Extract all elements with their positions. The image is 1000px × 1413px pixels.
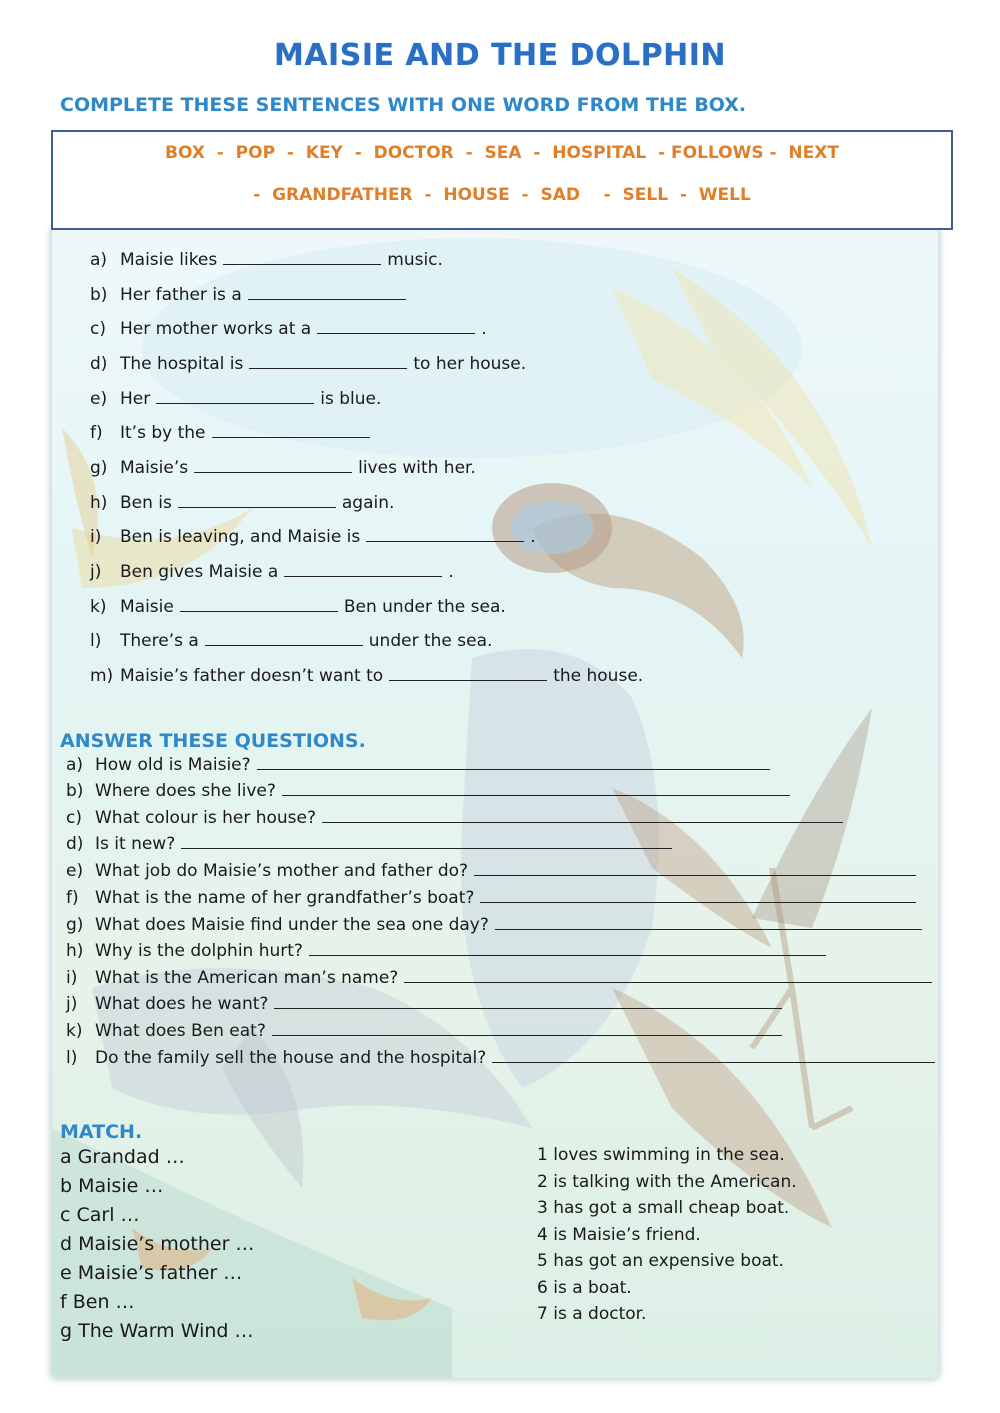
- answer-line[interactable]: [480, 901, 916, 903]
- question-row: [66, 1048, 935, 1068]
- sentence-text-before: Her: [120, 389, 151, 409]
- answer-line[interactable]: [257, 768, 770, 770]
- sentence-text-after: the house.: [553, 666, 644, 686]
- question-letter: h): [66, 941, 84, 961]
- sentence-text-before: Maisie likes: [120, 250, 218, 270]
- sentence-row: [90, 354, 526, 374]
- question-text: What is the name of her grandfather’s boat?: [95, 888, 475, 908]
- answer-blank[interactable]: [223, 263, 381, 265]
- question-letter: a): [66, 755, 84, 775]
- question-text: What does he want?: [95, 994, 269, 1014]
- match-right-item: 1 loves swimming in the sea.: [537, 1145, 785, 1165]
- match-left-item: a Grandad …: [60, 1146, 185, 1168]
- question-row: [66, 994, 782, 1014]
- question-text: What is the American man’s name?: [95, 968, 399, 988]
- sentence-text-before: Ben is leaving, and Maisie is: [120, 527, 361, 547]
- sentence-letter: j): [90, 562, 102, 582]
- match-heading: MATCH.: [60, 1121, 143, 1143]
- answer-blank[interactable]: [317, 332, 475, 334]
- sentence-row: [90, 250, 443, 270]
- question-text: What colour is her house?: [95, 808, 317, 828]
- answer-line[interactable]: [282, 794, 790, 796]
- sentence-text-before: Her father is a: [120, 285, 242, 305]
- sentence-text-after: again.: [341, 493, 395, 513]
- sentence-letter: l): [90, 631, 102, 651]
- sentence-text-before: Her mother works at a: [120, 319, 312, 339]
- answer-line[interactable]: [492, 1061, 935, 1063]
- answer-blank[interactable]: [284, 575, 442, 577]
- word-box-row-2: - GRANDFATHER - HOUSE - SAD - SELL - WELL: [253, 185, 751, 205]
- match-right-item: 4 is Maisie’s friend.: [537, 1225, 701, 1245]
- question-row: [66, 888, 916, 908]
- sentence-row: [90, 423, 376, 443]
- sentence-letter: e): [90, 389, 108, 409]
- sentence-text-after: lives with her.: [358, 458, 476, 478]
- sentence-letter: f): [90, 423, 103, 443]
- sentence-text-after: .: [530, 527, 536, 547]
- sentence-row: [90, 597, 506, 617]
- questions-heading: ANSWER THESE QUESTIONS.: [60, 730, 366, 752]
- question-letter: c): [66, 808, 82, 828]
- question-letter: i): [66, 968, 78, 988]
- sentence-text-after: under the sea.: [368, 631, 493, 651]
- answer-blank[interactable]: [156, 402, 314, 404]
- question-letter: e): [66, 861, 84, 881]
- match-right-item: 5 has got an expensive boat.: [537, 1251, 784, 1271]
- question-text: Is it new?: [95, 834, 176, 854]
- sentence-text-before: Ben is: [120, 493, 172, 513]
- sentence-text-before: Ben gives Maisie a: [120, 562, 279, 582]
- answer-blank[interactable]: [205, 644, 363, 646]
- sentence-letter: c): [90, 319, 106, 339]
- question-letter: b): [66, 781, 84, 801]
- question-letter: k): [66, 1021, 83, 1041]
- sentence-letter: h): [90, 493, 108, 513]
- question-letter: d): [66, 834, 84, 854]
- sentence-text-after: Ben under the sea.: [343, 597, 506, 617]
- sentence-row: [90, 319, 487, 339]
- match-left-item: c Carl …: [60, 1204, 140, 1226]
- question-text: Where does she live?: [95, 781, 276, 801]
- sentence-text-before: Maisie: [120, 597, 174, 617]
- sentence-letter: d): [90, 354, 108, 374]
- sentence-row: [90, 285, 412, 305]
- sentence-text-before: Maisie’s: [120, 458, 189, 478]
- match-right-item: 7 is a doctor.: [537, 1304, 647, 1324]
- instruction-heading: COMPLETE THESE SENTENCES WITH ONE WORD FROM THE BOX.: [60, 94, 747, 116]
- answer-blank[interactable]: [389, 679, 547, 681]
- question-row: [66, 781, 790, 801]
- sentence-text-after: to her house.: [413, 354, 527, 374]
- match-right-item: 3 has got a small cheap boat.: [537, 1198, 790, 1218]
- answer-line[interactable]: [495, 928, 922, 930]
- answer-blank[interactable]: [366, 540, 524, 542]
- answer-line[interactable]: [272, 1034, 782, 1036]
- match-left-item: e Maisie’s father …: [60, 1262, 243, 1284]
- answer-blank[interactable]: [248, 298, 406, 300]
- question-letter: f): [66, 888, 79, 908]
- question-text: Do the family sell the house and the hospital?: [95, 1048, 487, 1068]
- question-row: [66, 834, 672, 854]
- match-right-item: 6 is a boat.: [537, 1278, 632, 1298]
- question-text: Why is the dolphin hurt?: [95, 941, 303, 961]
- question-row: [66, 915, 922, 935]
- answer-blank[interactable]: [194, 471, 352, 473]
- question-text: What job do Maisie’s mother and father do?: [95, 861, 469, 881]
- word-box-row-1: BOX - POP - KEY - DOCTOR - SEA - HOSPITAL - FOLLOWS - NEXT: [165, 143, 839, 163]
- sentence-row: [90, 631, 492, 651]
- match-left-item: d Maisie’s mother …: [60, 1233, 255, 1255]
- question-row: [66, 968, 932, 988]
- sentence-text-before: There’s a: [120, 631, 199, 651]
- question-text: How old is Maisie?: [95, 755, 251, 775]
- answer-line[interactable]: [309, 954, 826, 956]
- answer-blank[interactable]: [249, 367, 407, 369]
- sentence-letter: g): [90, 458, 108, 478]
- sentence-row: [90, 493, 394, 513]
- question-letter: j): [66, 994, 78, 1014]
- sentence-row: [90, 562, 454, 582]
- match-right-item: 2 is talking with the American.: [537, 1172, 797, 1192]
- sentence-text-after: music.: [387, 250, 443, 270]
- answer-blank[interactable]: [180, 610, 338, 612]
- answer-line[interactable]: [322, 821, 843, 823]
- match-left-item: b Maisie …: [60, 1175, 164, 1197]
- sentence-row: [90, 458, 476, 478]
- sentence-text-after: is blue.: [320, 389, 382, 409]
- word-box: [51, 130, 953, 230]
- answer-line[interactable]: [274, 1007, 782, 1009]
- answer-line[interactable]: [404, 981, 932, 983]
- match-left-item: g The Warm Wind …: [60, 1320, 254, 1342]
- sentence-row: [90, 389, 381, 409]
- question-row: [66, 808, 843, 828]
- sentence-row: [90, 527, 536, 547]
- sentence-text-after: .: [448, 562, 454, 582]
- question-text: What does Maisie find under the sea one day?: [95, 915, 489, 935]
- question-row: [66, 941, 826, 961]
- sentence-text-after: .: [481, 319, 487, 339]
- page-title: MAISIE AND THE DOLPHIN: [273, 38, 726, 73]
- sentence-text-before: The hospital is: [120, 354, 244, 374]
- answer-blank[interactable]: [212, 436, 370, 438]
- sentence-text-before: It’s by the: [120, 423, 206, 443]
- sentence-letter: i): [90, 527, 102, 547]
- answer-line[interactable]: [474, 874, 916, 876]
- sentence-letter: k): [90, 597, 107, 617]
- sentence-text-before: Maisie’s father doesn’t want to: [120, 666, 384, 686]
- question-letter: g): [66, 915, 84, 935]
- question-row: [66, 1021, 782, 1041]
- sentence-row: [90, 666, 643, 686]
- sentence-letter: b): [90, 285, 108, 305]
- sentence-letter: m): [90, 666, 114, 686]
- answer-blank[interactable]: [178, 506, 336, 508]
- question-row: [66, 755, 770, 775]
- question-text: What does Ben eat?: [95, 1021, 266, 1041]
- match-left-item: f Ben …: [60, 1291, 135, 1313]
- answer-line[interactable]: [181, 847, 672, 849]
- question-letter: l): [66, 1048, 78, 1068]
- question-row: [66, 861, 916, 881]
- sentence-letter: a): [90, 250, 108, 270]
